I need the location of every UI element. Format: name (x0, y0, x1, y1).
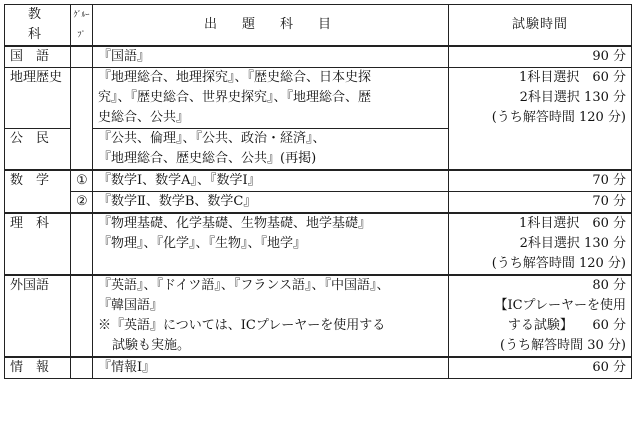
time-line: (うち解答時間 120 分) (491, 110, 626, 125)
item-line: 史総合、公共』 (98, 110, 190, 125)
time-line: 2科目選択 130 分 (519, 236, 626, 251)
item-line: 『国語』 (98, 49, 151, 64)
time-sugaku-2 (449, 192, 632, 214)
time-joho (449, 357, 632, 379)
subject-sugaku: 数 学 (5, 170, 71, 213)
time-gaikokugo (449, 275, 632, 357)
header-group: ｸﾞﾙｰﾌﾟ (71, 5, 93, 47)
item-line: 『情報Ⅰ』 (98, 360, 156, 375)
exam-subjects-table (4, 4, 632, 379)
row-sugaku-2 (5, 192, 632, 214)
group-1: ① (71, 170, 93, 192)
time-line: (うち解答時間 30 分) (500, 338, 626, 353)
row-rika (5, 213, 632, 275)
subject-gaikokugo: 外国語 (5, 275, 71, 357)
header-subject: 教 科 (5, 5, 71, 47)
table-header-row (5, 5, 632, 47)
time-line: 70 分 (592, 194, 626, 209)
subject-kokugo: 国 語 (5, 46, 71, 68)
item-line: 『公共、倫理』、『公共、政治・経済』、 (98, 131, 326, 146)
time-kokugo (449, 46, 632, 68)
row-gaikokugo (5, 275, 632, 357)
group-empty (71, 275, 93, 357)
items-rika (93, 213, 449, 275)
subject-chireki: 地理歴史 (5, 68, 71, 129)
item-line: 『英語』、『ドイツ語』、『フランス語』、『中国語』、 (98, 278, 390, 293)
time-line: 80 分 (592, 278, 626, 293)
items-sugaku-1 (93, 170, 449, 192)
header-items: 出 題 科 目 (93, 5, 449, 47)
item-line: 究』、『歴史総合、世界史探究』、『地理総合、歴 (98, 90, 372, 105)
item-line: 『地理総合、歴史総合、公共』(再掲) (98, 151, 317, 166)
time-line: 70 分 (592, 173, 626, 188)
time-chireki-komin (449, 68, 632, 171)
time-line: する試験】 60 分 (507, 318, 626, 333)
time-line: (うち解答時間 120 分) (491, 256, 626, 271)
subject-joho: 情 報 (5, 357, 71, 379)
subject-komin: 公 民 (5, 129, 71, 171)
row-chireki (5, 68, 632, 129)
item-line: 『物理』、『化学』、『生物』、『地学』 (98, 236, 307, 251)
item-line: 『物理基礎、化学基礎、生物基礎、地学基礎』 (98, 216, 372, 231)
items-gaikokugo (93, 275, 449, 357)
items-joho (93, 357, 449, 379)
item-line: 『韓国語』 (98, 298, 164, 313)
group-empty (71, 68, 93, 171)
row-kokugo (5, 46, 632, 68)
time-rika (449, 213, 632, 275)
row-joho (5, 357, 632, 379)
item-line: 『地理総合、地理探究』、『歴史総合、日本史探 (98, 70, 372, 85)
time-sugaku-1 (449, 170, 632, 192)
item-line: 『数学Ⅱ、数学B、数学C』 (98, 194, 257, 209)
time-line: 90 分 (592, 49, 626, 64)
group-2: ② (71, 192, 93, 214)
note-line: 試験も実施。 (112, 338, 191, 353)
items-kokugo (93, 46, 449, 68)
items-komin (93, 129, 449, 171)
group-empty (71, 213, 93, 275)
row-sugaku-1 (5, 170, 632, 192)
time-line: 2科目選択 130 分 (519, 90, 626, 105)
subject-rika: 理 科 (5, 213, 71, 275)
time-line: 1科目選択 60 分 (519, 70, 626, 85)
items-chireki (93, 68, 449, 129)
group-empty (71, 357, 93, 379)
time-line: 1科目選択 60 分 (519, 216, 626, 231)
note-line: ※『英語』については、ICプレーヤーを使用する (98, 318, 386, 333)
time-line: 60 分 (592, 360, 626, 375)
items-sugaku-2 (93, 192, 449, 214)
time-line: 【ICプレーヤーを使用 (494, 298, 626, 313)
item-line: 『数学Ⅰ、数学A』、『数学Ⅰ』 (98, 173, 261, 188)
group-empty (71, 46, 93, 68)
header-time: 試験時間 (449, 5, 632, 47)
